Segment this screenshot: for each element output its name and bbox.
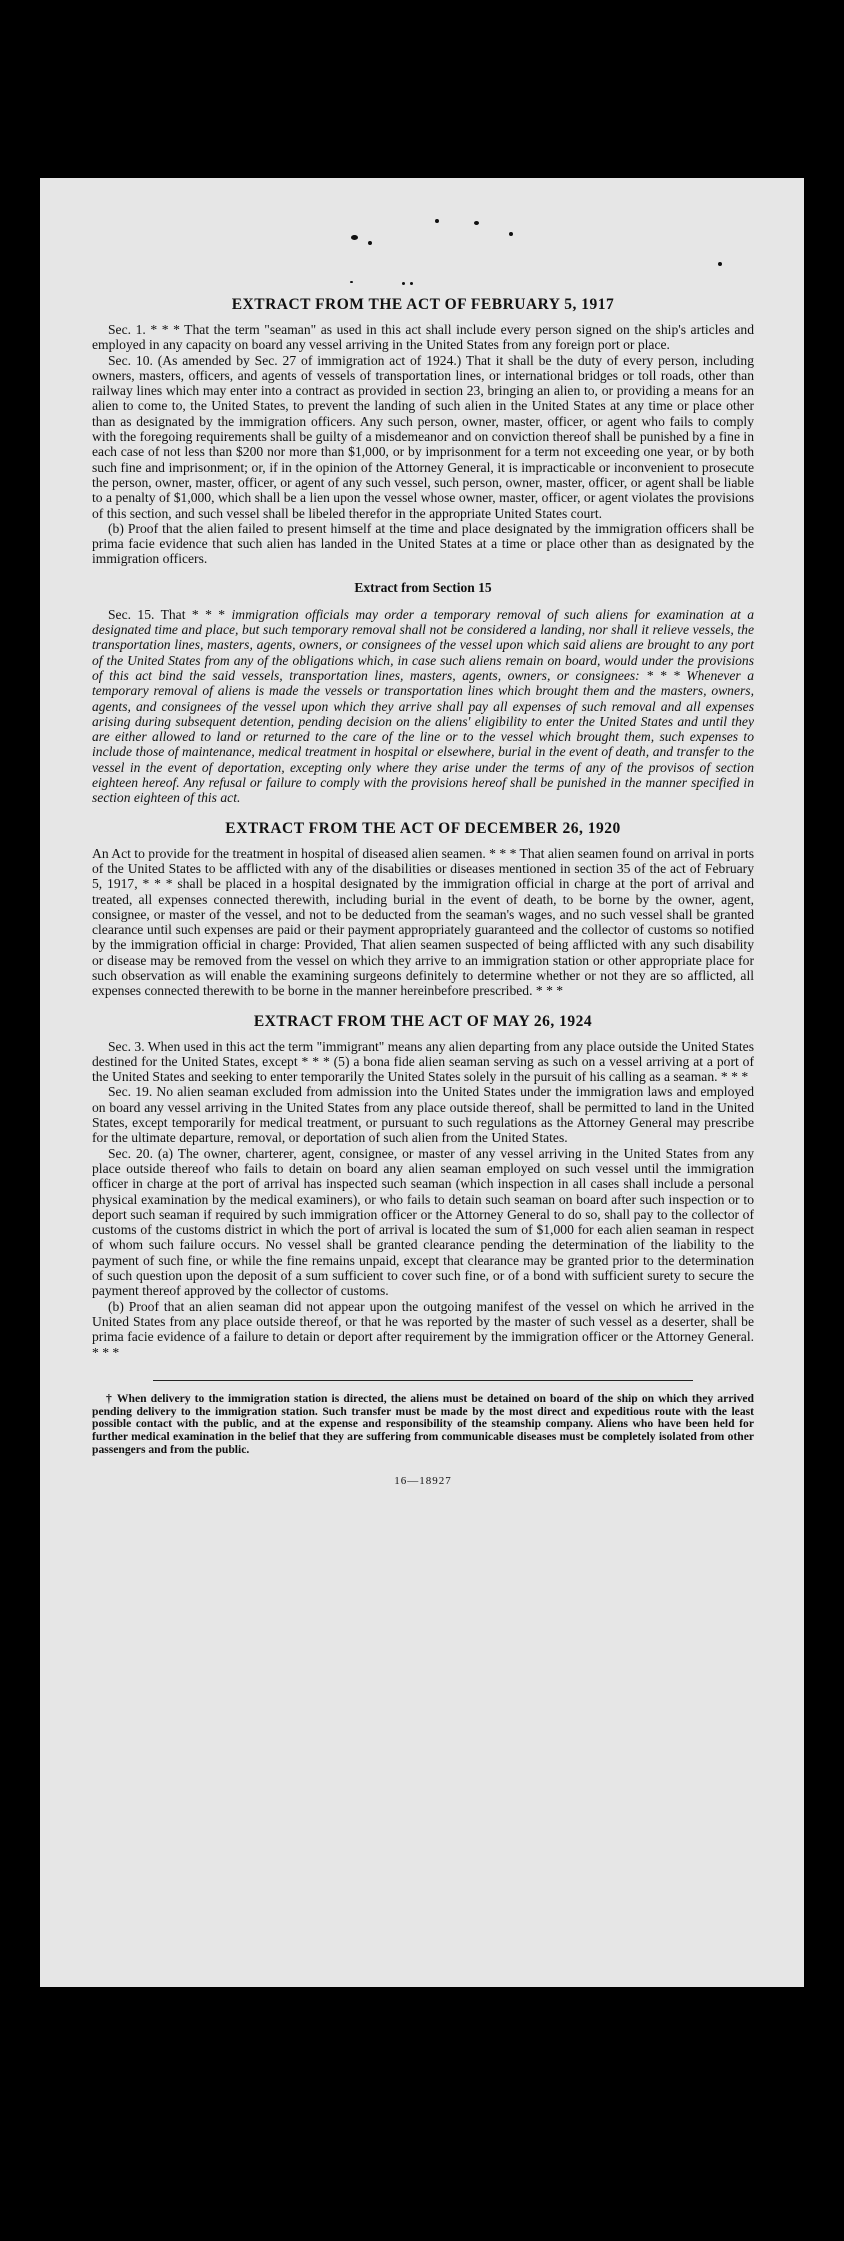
ink-speck [509, 232, 513, 236]
section-heading: EXTRACT FROM THE ACT OF MAY 26, 1924 [253, 1012, 593, 1030]
paragraph: Sec. 1. * * * That the term "seaman" as used in this act shall include every person signed on the ship's articles and employed in any capacity on board any vessel arriving in the United States from any foreign port or place. [92, 322, 754, 353]
ink-speck [351, 235, 358, 240]
section-lead: Sec. 15. That * * * [108, 606, 232, 622]
paragraph: An Act to provide for the treatment in hospital of diseased alien seamen. * * * That alien seamen found on arrival in ports of the United States to be afflicted with any of the disabilities or diseases mentioned in section 35 of the act of February 5, 1917, * * * shall be placed in a hospital designated by the immigration official in charge at the port of arrival and treated, all expenses connected therewith, including burial in the event of death, to be borne by the owner, agent, consignee, or master of the vessel, and not to be deducted from the seaman's wages, and no such vessel shall be granted clearance until such expenses are paid or their payment appropriately guaranteed and the collector of customs so notified by the immigration official in charge: Provided, That alien seamen suspected of being afflicted with any such disability or disease may be removed from the vessel on which they arrive to an immigration station or other appropriate place for such observation as will enable the examining surgeons definitely to determine whether or not they are so afflicted, all expenses connected therewith to be borne in the manner hereinbefore prescribed. * * * [92, 845, 754, 999]
ink-speck [410, 282, 413, 285]
ink-speck [368, 241, 372, 245]
document-page [40, 178, 804, 1987]
footnote-text: † When delivery to the immigration station is directed, the aliens must be detained on board of the ship on which they arrived pending delivery to the immigration station. Such transfer must be made by the most direct and expeditious route with the least possible contact with the public, and at the expense and responsibility of the steamship company. Aliens who have been held for further medical examination in the belief that they are suffering from communicable diseases must be completely isolated from other passengers and from the public. [92, 1391, 754, 1456]
print-code: 16—18927 [394, 1474, 452, 1487]
paragraph [92, 607, 754, 806]
section-heading: EXTRACT FROM THE ACT OF FEBRUARY 5, 1917 [231, 296, 615, 313]
section-act-1920 [92, 820, 754, 999]
footnote [92, 1393, 754, 1457]
paragraph: Sec. 10. (As amended by Sec. 27 of immigration act of 1924.) That it shall be the duty of every person, including owners, masters, officers, and agents of vessels of transportation lines, or international bridges or toll roads, other than railway lines which may enter into a contract as provided in section 23, bringing an alien to, or providing a means for an alien to come to, the United States, to prevent the landing of such alien in the United States at any time or place other than as designated by the immigration officers. Any such person, owner, master, officer, or agent who fails to comply with the foregoing requirements shall be guilty of a misdemeanor and on conviction thereof shall be punished by a fine in each case of not less than $200 nor more than $1,000, or by imprisonment for a term not exceeding one year, or by both such fine and imprisonment; or, if in the opinion of the Attorney General, it is impracticable or inconvenient to prosecute the person, owner, master, officer, or agent of any such vessel, such person, owner, master, officer, or agent shall be liable to a penalty of $1,000, which shall be a lien upon the vessel whose owner, master, officer, or agent violates the provisions of this section, and such vessel shall be libeled therefor in the appropriate United States court. [92, 352, 754, 521]
ink-speck [718, 262, 722, 266]
section-heading: EXTRACT FROM THE ACT OF DECEMBER 26, 1920 [225, 819, 621, 837]
section-act-1924 [92, 1013, 754, 1360]
paragraph: Sec. 3. When used in this act the term "immigrant" means any alien departing from any place outside the United States destined for the United States, except * * * (5) a bona fide alien seaman serving as such on a vessel arriving at a port of the United States and seeking to enter temporarily the United States solely in the pursuit of his calling as a seaman. * * * [92, 1038, 754, 1085]
paragraph: (b) Proof that an alien seaman did not appear upon the outgoing manifest of the vessel on which he arrived in the United States from any place outside thereof, or that he was reported by the master of such vessel as a deserter, shall be prima facie evidence of a failure to detain or deport after requirement by the immigration officer or the Attorney General. * * * [92, 1298, 754, 1360]
ink-speck [474, 221, 479, 225]
divider [153, 1380, 693, 1381]
ink-speck [402, 282, 405, 285]
section-extract-15 [92, 580, 754, 806]
paragraph: Sec. 19. No alien seaman excluded from admission into the United States under the immigration laws and employed on board any vessel arriving in the United States from any place outside thereof, shall be permitted to land in the United States, except temporarily for medical treatment, or pursuant to such regulations as the Attorney General may prescribe for the ultimate departure, removal, or deportation of such alien from the United States. [92, 1084, 754, 1146]
paragraph: (b) Proof that the alien failed to present himself at the time and place designated by the immigration officers shall be prima facie evidence that such alien has landed in the United States at a time or place other than as designated by the immigration officers. [92, 520, 754, 567]
paragraph: Sec. 20. (a) The owner, charterer, agent, consignee, or master of any vessel arriving in the United States from any place outside thereof who fails to detain on board any alien seaman employed on such vessel until the immigration officer in charge at the port of arrival has inspected such seaman (which inspection in all cases shall include a personal physical examination by the medical examiners), or who fails to detain such seaman on board after such inspection or to deport such seaman if required by such immigration officer or the Attorney General to do so, shall pay to the collector of customs of the customs district in which the port of arrival is located the sum of $1,000 for each alien seaman in respect of whom such failure occurs. No vessel shall be granted clearance pending the determination of the liability to the payment of such fine, or while the fine remains unpaid, except that clearance may be granted prior to the determination of such question upon the deposit of a sum sufficient to cover such fine, or of a bond with sufficient surety to secure the payment thereof approved by the collector of customs. [92, 1145, 754, 1299]
italic-text: immigration officials may order a temporary removal of such aliens for examination at a designated time and place, but such temporary removal shall not be considered a landing, nor shall it relieve vessels, the transportation lines, masters, agents, owners, or consignees of the vessel upon which said aliens are brought to any port of the United States from any of the obligations which, in case such aliens remain on board, would under the provisions of this act bind the said vessels, transportation lines, masters, agents, owners, or consignees: * * * Whenever a temporary removal of aliens is made the vessels or transportation lines which brought them and the masters, owners, agents, and consignees of the vessel upon which they arrive shall pay all expenses of such removal and all expenses arising during subsequent detention, pending decision on the aliens' eligibility to enter the United States and until they are either allowed to land or returned to the care of the line or to the vessel which brought them, such expenses to include those of maintenance, medical treatment in hospital or elsewhere, burial in the event of death, and transfer to the vessel in the event of deportation, excepting only where they arise under the terms of any of the provisos of section eighteen hereof. Any refusal or failure to comply with the provisions hereof shall be punished in the manner specified in section eighteen of this act. [92, 606, 754, 806]
ink-speck [435, 219, 439, 223]
section-act-1917 [92, 296, 754, 567]
section-subheading: Extract from Section 15 [354, 579, 492, 595]
ink-speck [350, 281, 353, 283]
